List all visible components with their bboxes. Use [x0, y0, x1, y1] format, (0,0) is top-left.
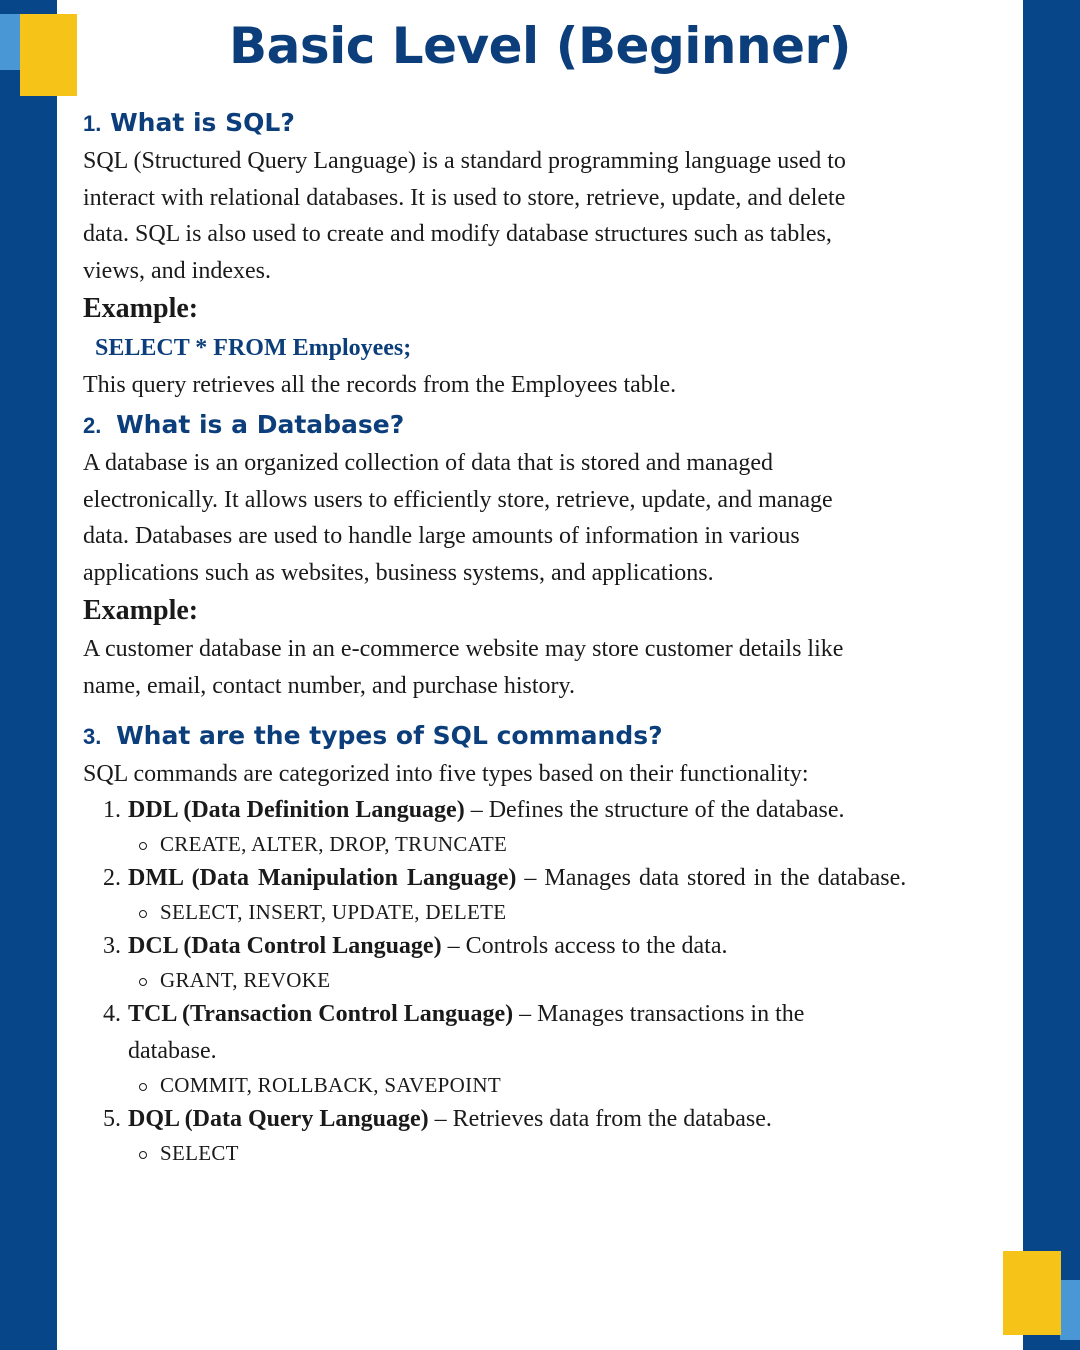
examples-text: CREATE, ALTER, DROP, TRUNCATE [160, 831, 508, 856]
list-item [83, 1101, 995, 1138]
examples-text: GRANT, REVOKE [160, 967, 331, 992]
q1-body [83, 143, 995, 289]
body-line: electronically. It allows users to efficiently store, retrieve, update, and manage [83, 486, 833, 513]
command-examples [83, 1138, 995, 1170]
content-area [83, 104, 995, 1169]
command-name: DQL (Data Query Language) [128, 1106, 429, 1133]
command-name: DCL (Data Control Language) [128, 933, 442, 960]
list-item [83, 996, 995, 1069]
command-examples [83, 897, 995, 929]
list-item [83, 860, 995, 897]
item-number: 4. [103, 1001, 121, 1028]
circle-bullet-icon [139, 910, 147, 918]
question-3-heading [83, 717, 995, 756]
circle-bullet-icon [139, 842, 147, 850]
question-1-heading [83, 104, 995, 143]
question-number: 1. [83, 111, 102, 136]
command-name: DDL (Data Definition Language) [128, 797, 465, 824]
sql-command-types-list [83, 792, 995, 1169]
examples-text: COMMIT, ROLLBACK, SAVEPOINT [160, 1072, 502, 1097]
bottom-right-light-accent [1060, 1280, 1080, 1340]
body-line: views, and indexes. [83, 257, 271, 284]
body-line: data. SQL is also used to create and modify database structures such as tables, [83, 221, 832, 248]
page-title: Basic Level (Beginner) [228, 17, 852, 75]
item-number: 2. [103, 865, 121, 892]
q1-explanation: This query retrieves all the records from the Employees table. [83, 372, 677, 399]
circle-bullet-icon [139, 1083, 147, 1091]
command-description: – Controls access to the data. [441, 933, 728, 960]
body-line: A database is an organized collection of data that is stored and managed [83, 449, 773, 476]
question-2-heading [83, 406, 995, 445]
body-line: interact with relational databases. It is used to store, retrieve, update, and delete [83, 184, 846, 211]
body-line: data. Databases are used to handle large amounts of information in various [83, 523, 800, 550]
command-examples [83, 965, 995, 997]
left-border-bar [0, 0, 57, 1350]
q3-intro: SQL commands are categorized into five types based on their functionality: [83, 760, 809, 787]
examples-text: SELECT [160, 1140, 239, 1165]
list-item [83, 928, 995, 965]
command-name: DML (Data Manipulation Language) [128, 865, 517, 892]
item-number: 5. [103, 1106, 121, 1133]
q2-example-label: Example: [83, 595, 199, 627]
question-text: What is SQL? [110, 108, 295, 137]
example-line: A customer database in an e-commerce website may store customer details like [83, 636, 844, 663]
list-item [83, 792, 995, 829]
body-line: applications such as websites, business systems, and applications. [83, 559, 714, 586]
item-number: 1. [103, 797, 121, 824]
command-description: – Manages data stored in the database. [516, 865, 907, 892]
q2-body [83, 445, 995, 591]
question-number: 3. [83, 723, 102, 749]
question-number: 2. [83, 412, 102, 438]
example-line: name, email, contact number, and purchase history. [83, 672, 575, 699]
circle-bullet-icon [139, 978, 147, 986]
item-number: 3. [103, 933, 121, 960]
command-examples [83, 829, 995, 861]
q1-sql-code: SELECT * FROM Employees; [95, 335, 412, 362]
command-description-continued: database. [128, 1038, 217, 1064]
command-description: – Manages transactions in the [513, 1001, 805, 1028]
question-text: What are the types of SQL commands? [116, 720, 663, 750]
body-line: SQL (Structured Query Language) is a standard programming language used to [83, 148, 846, 174]
question-text: What is a Database? [116, 409, 405, 439]
right-border-bar [1023, 0, 1080, 1350]
q1-example-label: Example: [83, 293, 199, 325]
command-name: TCL (Transaction Control Language) [128, 1001, 514, 1028]
q2-example-text [83, 631, 995, 704]
command-description: – Defines the structure of the database. [464, 797, 845, 824]
bottom-right-yellow-accent [1003, 1251, 1061, 1335]
command-examples [83, 1070, 995, 1102]
examples-text: SELECT, INSERT, UPDATE, DELETE [160, 899, 507, 924]
circle-bullet-icon [139, 1151, 147, 1159]
command-description: – Retrieves data from the database. [428, 1106, 772, 1133]
